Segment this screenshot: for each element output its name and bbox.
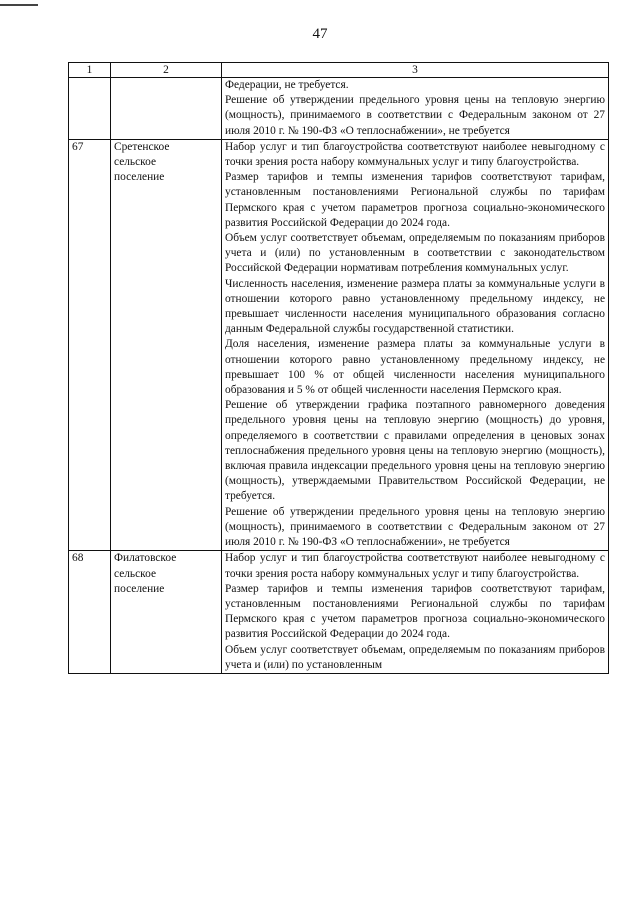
- paragraph: Численность населения, изменение размера платы за коммунальные услуги в отношении которого равно установленному предельному индексу, не превышает численности населения муниципального образования согласно данным Федеральной службы государственной статистики.: [225, 277, 605, 336]
- header-cell: 1: [69, 63, 111, 78]
- row-text: [222, 551, 609, 674]
- row-number: 68: [69, 551, 111, 674]
- table-header-row: [69, 63, 609, 78]
- row-text: [222, 78, 609, 140]
- paragraph: Размер тарифов и темпы изменения тарифов соответствуют тарифам, установленным постановлениями Региональной службы по тарифам Пермского края с учетом параметров прогноза социально-экономического развития Российской Федерации до 2024 года.: [225, 171, 605, 229]
- header-cell: 2: [111, 63, 222, 78]
- paragraph: Набор услуг и тип благоустройства соответствуют наиболее невыгодному с точки зрения роста набору коммунальных услуг и типу благоустройства.: [225, 140, 605, 169]
- settlement-name: [111, 78, 222, 140]
- name-line: Филатовское: [114, 552, 177, 565]
- paragraph: Объем услуг соответствует объемам, определяемым по показаниям приборов учета и (или) по установленным в соответствии с законодательством Российской Федерации нормативам потребления коммунальных услуг.: [225, 232, 605, 275]
- paragraph: Набор услуг и тип благоустройства соответствуют наиболее невыгодному с точки зрения роста набору коммунальных услуг и типу благоустройства.: [225, 552, 605, 580]
- paragraph: Размер тарифов и темпы изменения тарифов соответствуют тарифам, установленным постановлениями Региональной службы по тарифам Пермского края с учетом параметров прогноза социально-экономического развития Российской Федерации до 2024 года.: [225, 582, 605, 641]
- paragraph: Решение об утверждении графика поэтапного равномерного доведения предельного уровня цены на тепловую энергию (мощность) до уровня, определяемого в соответствии с правилами определения в ценовых зонах теплоснабжения предельного уровня цены на тепловую энергию (мощность), включая правила индексации предельного уровня цены на тепловую энергию (мощность), утверждаемыми Правительством Российской Федерации, не требуется.: [225, 399, 605, 503]
- table-row: [69, 78, 609, 140]
- scan-mark: [0, 4, 38, 6]
- table-row: [69, 551, 609, 674]
- settlement-name: [111, 551, 222, 674]
- page-number: 47: [312, 26, 328, 42]
- row-number: 67: [69, 139, 111, 550]
- row-text: [222, 139, 609, 550]
- name-line: поселение: [114, 171, 165, 184]
- name-line: сельское: [114, 156, 157, 169]
- name-line: Сретенское: [114, 140, 170, 153]
- paragraph: Доля населения, изменение размера платы за коммунальные услуги в отношении которого равно установленному предельному индексу, не превышает 100 % от общей численности населения муниципального образования и 5 % от общей численности населения Пермского края.: [225, 338, 605, 397]
- paragraph: Федерации, не требуется.: [225, 79, 349, 91]
- paragraph: Решение об утверждении предельного уровня цены на тепловую энергию (мощность), принимаемого в соответствии с Федеральным законом от 27 июля 2010 г. № 190-ФЗ «О теплоснабжении», не требуется: [225, 505, 605, 549]
- paragraph: Решение об утверждении предельного уровня цены на тепловую энергию (мощность), принимаемого в соответствии с Федеральным законом от 27 июля 2010 г. № 190-ФЗ «О теплоснабжении», не требуется: [225, 94, 605, 137]
- settlement-name: [111, 139, 222, 550]
- paragraph: Объем услуг соответствует объемам, определяемым по показаниям приборов учета и (или) по установленным: [225, 643, 605, 671]
- table-row: [69, 139, 609, 550]
- row-number: [69, 78, 111, 140]
- name-line: сельское: [114, 567, 157, 580]
- name-line: поселение: [114, 582, 165, 595]
- header-cell: 3: [222, 63, 609, 78]
- data-table: [68, 62, 609, 674]
